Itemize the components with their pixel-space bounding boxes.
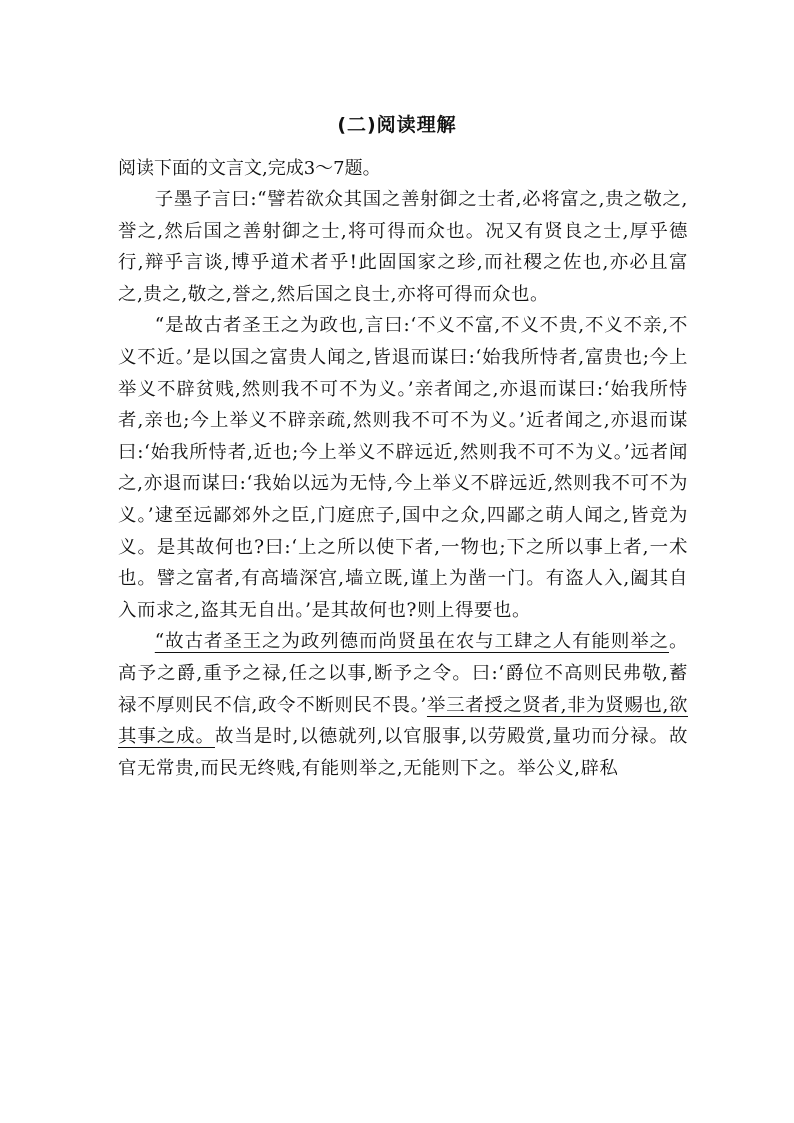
section-title: (二)阅读理解 — [337, 114, 457, 136]
underlined-sentence-1: “故古者圣王之为政列德而尚贤虽在农与工肆之人有能则举之 — [154, 631, 669, 653]
classical-passage — [118, 184, 688, 784]
paragraph-2-text: “是故古者圣王之为政也,言曰:‘不义不富,不义不贵,不义不亲,不义不近。’是以国之富贵人闻之,皆退而谋曰:‘始我所恃者,富贵也;今上举义不辟贫贱,然则我不可不为义。’亲者闻之,亦退而谋曰:‘始我所恃者,亲也;今上举义不辟亲疏,然则我不可不为义。’近者闻之,亦退而谋曰:‘始我所恃者,近也;今上举义不辟远近,然则我不可不为义。’远者闻之,亦退而谋曰:‘我始以远为无恃,今上举义不辟远近,然则我不可不为义。’逮至远鄙郊外之臣,门庭庶子,国中之众,四鄙之萌人闻之,皆竞为义。是其故何也?曰:‘上之所以使下者,一物也;下之所以事上者,一术也。譬之富者,有高墙深宫,墙立既,谨上为凿一门。有盗人入,阖其自入而求之,盗其无自出。’是其故何也?则上得要也。 — [118, 315, 688, 621]
paragraph-3 — [118, 626, 688, 784]
paragraph-3-text-a: 。高予之爵,重予之禄,任之以事,断予之令。曰:‘爵位不高则民弗敬,蓄禄不厚则民不信,政令不断则民不畏。’ — [118, 631, 688, 716]
paragraph-1 — [118, 184, 688, 310]
paragraph-1-text: 子墨子言曰:“譬若欲众其国之善射御之士者,必将富之,贵之敬之,誉之,然后国之善射御之士,将可得而众也。况又有贤良之士,厚乎德行,辩乎言谈,博乎道术者乎!此固国家之珍,而社稷之佐也,亦必且富之,贵之,敬之,誉之,然后国之良士,亦将可得而众也。 — [118, 189, 688, 305]
paragraph-2 — [118, 310, 688, 626]
paragraph-3-text-b: 故当是时,以德就列,以官服事,以劳殿赏,量功而分禄。故官无常贵,而民无终贱,有能则举之,无能则下之。举公义,辟私 — [118, 726, 688, 779]
instruction-text: 阅读下面的文言文,完成3～7题。 — [118, 158, 381, 179]
underlined-sentence-2: 举三者授之贤者,非为贤赐也,欲其事之成。 — [118, 694, 688, 748]
